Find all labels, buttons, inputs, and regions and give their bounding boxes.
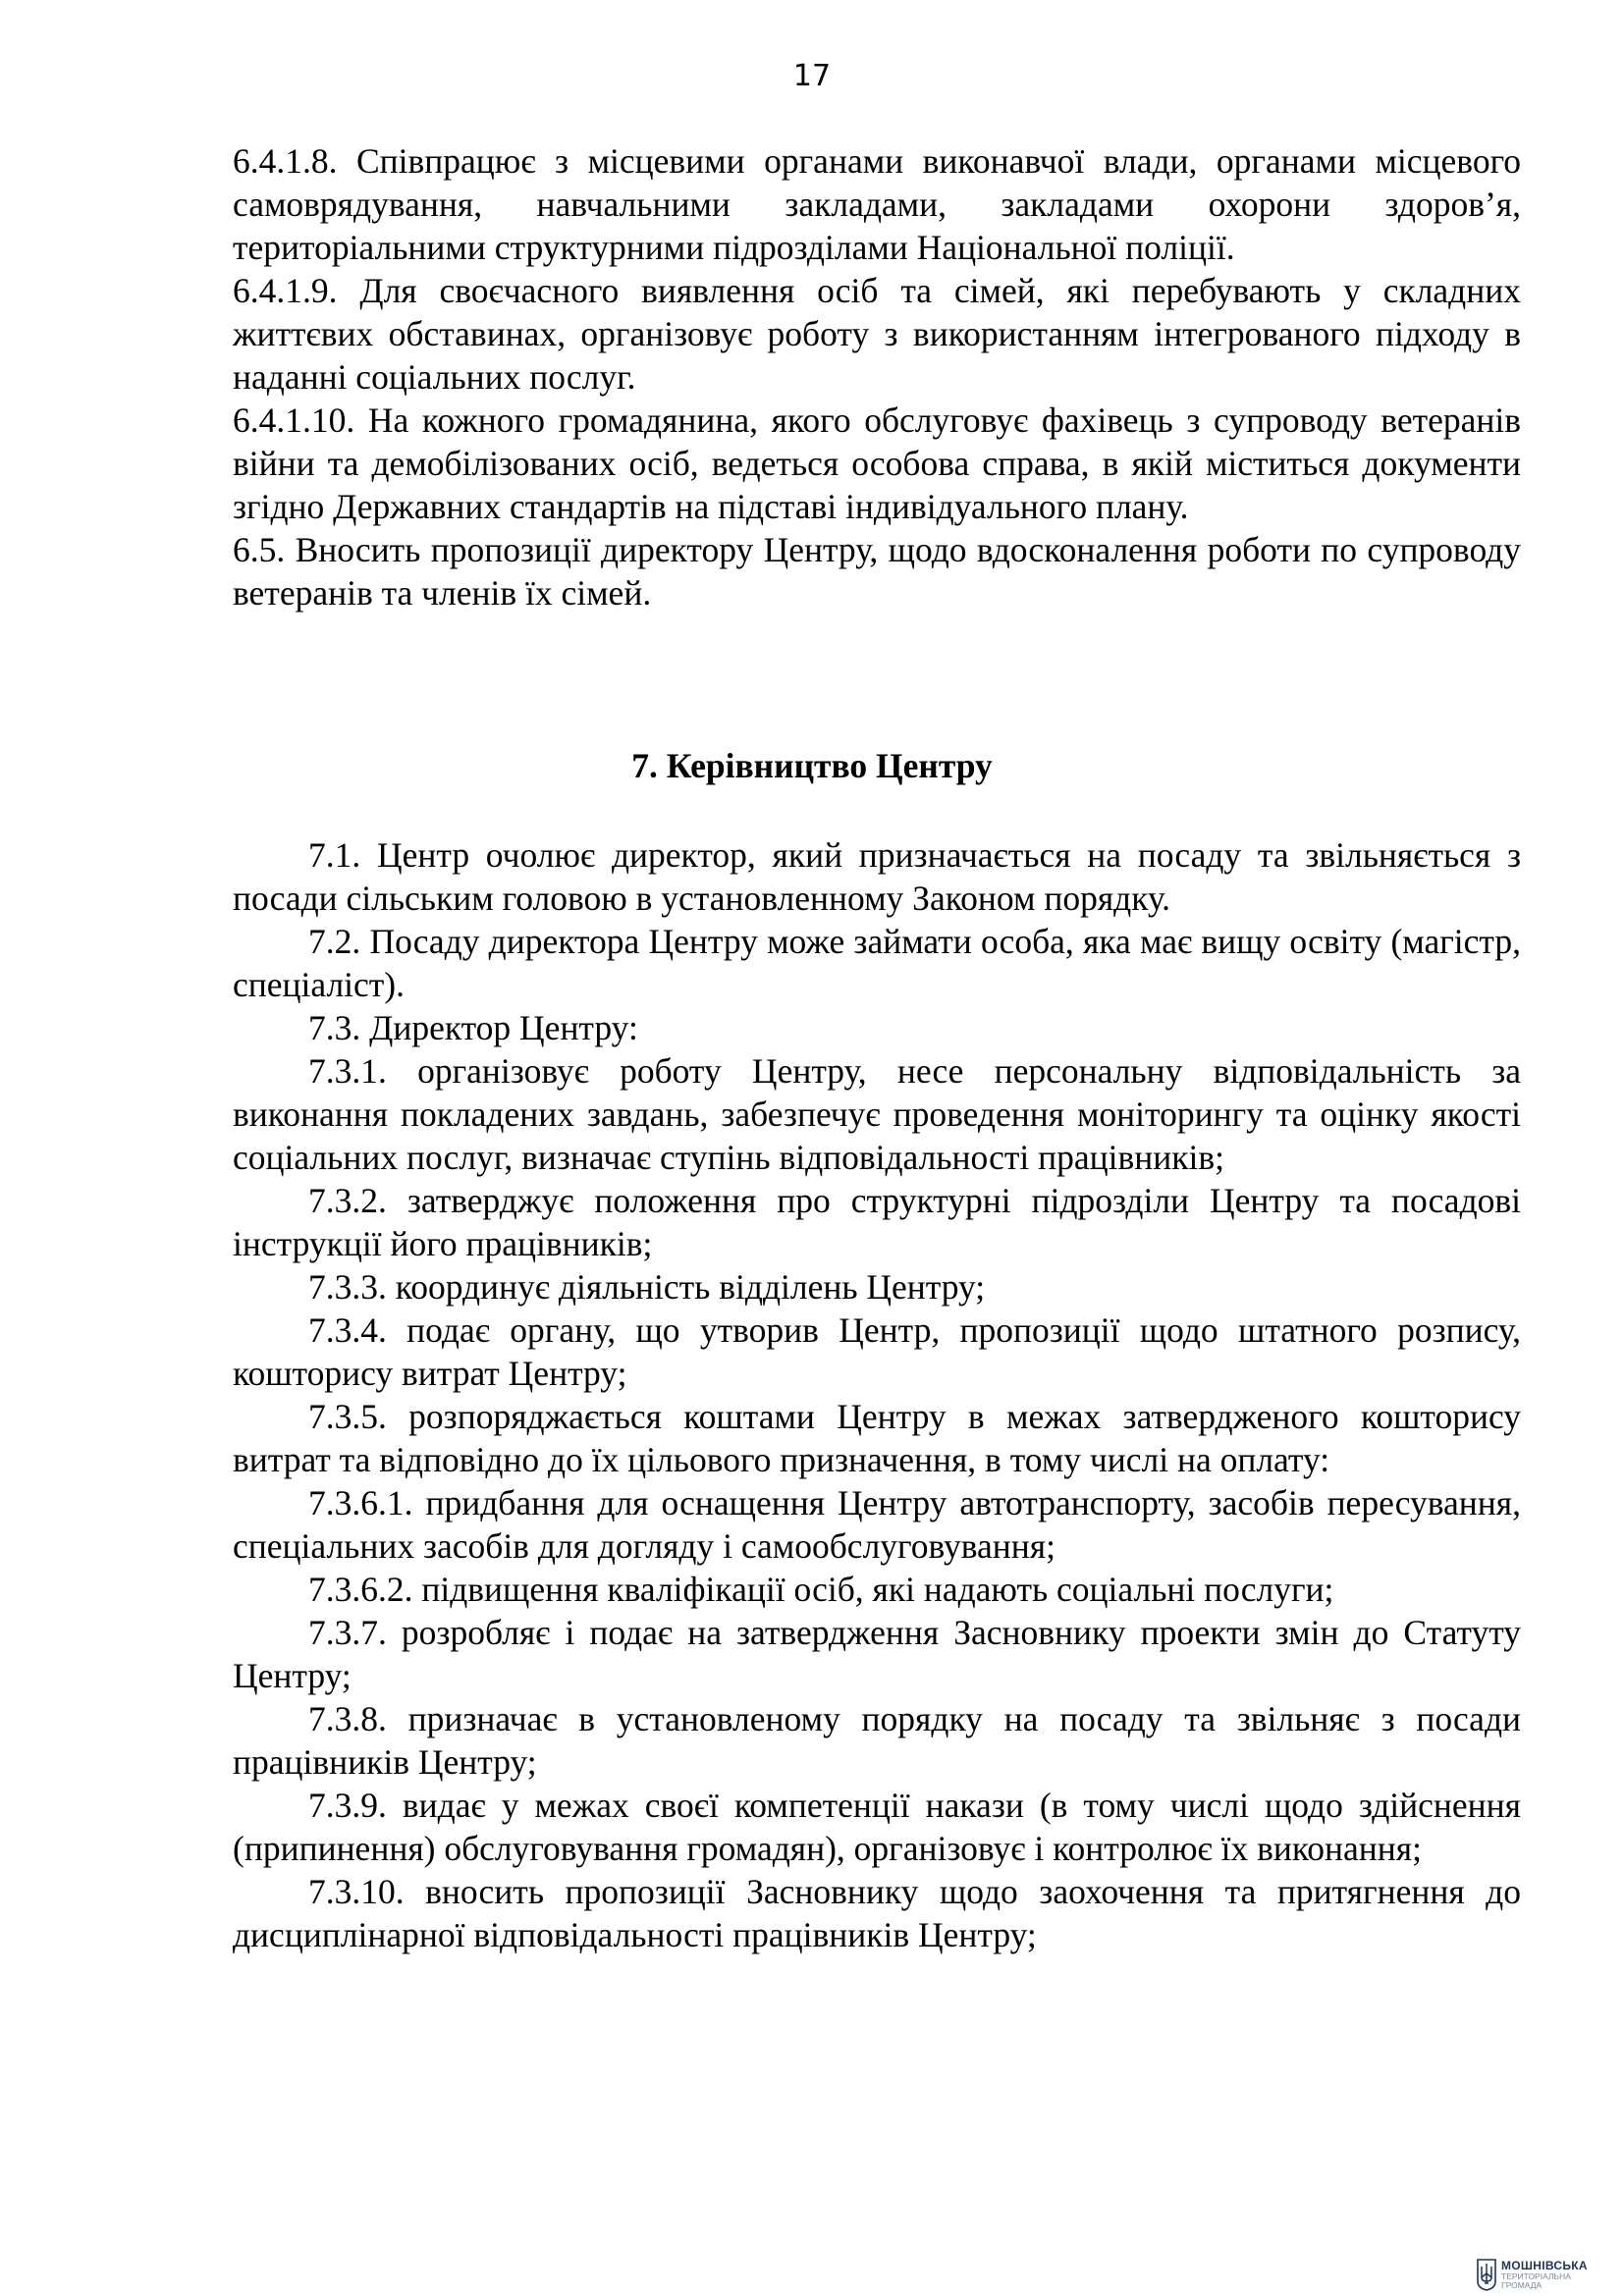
paragraph-6-4-1-9: 6.4.1.9. Для своєчасного виявлення осіб та сімей, які перебувають у складних життєвих обставинах, організовує роботу з використанням інтегрованого підходу в наданні соціальних послуг.	[233, 271, 1521, 397]
paragraph-6-5: 6.5. Вносить пропозиції директору Центру, щодо вдосконалення роботи по супроводу ветеранів та членів їх сімей.	[233, 530, 1521, 613]
paragraph-7-3-6-2: 7.3.6.2. підвищення кваліфікації осіб, які надають соціальні послуги;	[308, 1570, 1334, 1609]
paragraph-7-3-2: 7.3.2. затверджує положення про структурні підрозділи Центру та посадові інструкції його працівників;	[233, 1181, 1521, 1263]
paragraph-7-3-4: 7.3.4. подає органу, що утворив Центр, пропозиції щодо штатного розпису, кошторису витрат Центру;	[233, 1310, 1521, 1393]
paragraph-7-3-5: 7.3.5. розпоряджається коштами Центру в межах затвердженого кошторису витрат та відповідно до їх цільового призначення, в тому числі на оплату:	[233, 1397, 1521, 1479]
community-logo	[1476, 2256, 1588, 2293]
logo-title: МОШНІВСЬКА	[1501, 2258, 1588, 2272]
logo-subtitle-line2: ГРОМАДА	[1501, 2280, 1543, 2290]
paragraph-7-1: 7.1. Центр очолює директор, який призначається на посаду та звільняється з посади сільським головою в установленному Законом порядку.	[233, 835, 1521, 918]
logo-subtitle-line1: ТЕРИТОРІАЛЬНА	[1501, 2270, 1571, 2281]
logo-text	[1501, 2260, 1588, 2290]
paragraph-7-3-8: 7.3.8. призначає в установленому порядку на посаду та звільняє з посади працівників Центру;	[233, 1699, 1521, 1782]
paragraph-7-3-10: 7.3.10. вносить пропозиції Засновнику щодо заохочення та притягнення до дисциплінарної відповідальності працівників Центру;	[233, 1872, 1521, 1954]
trident-emblem-icon	[1476, 2258, 1497, 2291]
paragraph-6-4-1-10: 6.4.1.10. На кожного громадянина, якого обслуговує фахівець з супроводу ветеранів війни та демобілізованих осіб, ведеться особова справа, в якій міститься документи згідно Державних стандартів на підставі індивідуального плану.	[233, 400, 1521, 526]
section-heading: 7. Керівництво Центру	[631, 746, 993, 785]
paragraph-7-3-7: 7.3.7. розробляє і подає на затвердження Засновнику проекти змін до Статуту Центру;	[233, 1613, 1521, 1695]
page-number: 17	[792, 59, 832, 93]
paragraph-6-4-1-8: 6.4.1.8. Співпрацює з місцевими органами виконавчої влади, органами місцевого самоврядування, навчальними закладами, закладами охорони здоров’я, територіальними структурними підрозділами Національної поліції.	[233, 141, 1521, 267]
paragraph-7-3-3: 7.3.3. координує діяльність відділень Центру;	[308, 1267, 986, 1307]
section-7-body	[233, 833, 1521, 1956]
paragraph-7-3-6-1: 7.3.6.1. придбання для оснащення Центру автотранспорту, засобів пересування, спеціальних засобів для догляду і самообслуговування;	[233, 1483, 1521, 1566]
paragraph-7-3-9: 7.3.9. видає у межах своєї компетенції накази (в тому числі щодо здійснення (припинення) обслуговування громадян), організовує і контролює їх виконання;	[233, 1786, 1521, 1868]
paragraph-7-3: 7.3. Директор Центру:	[308, 1008, 638, 1047]
paragraph-7-2: 7.2. Посаду директора Центру може займати особа, яка має вищу освіту (магістр, спеціаліст).	[233, 922, 1521, 1004]
paragraph-7-3-1: 7.3.1. організовує роботу Центру, несе персональну відповідальність за виконання покладених завдань, забезпечує проведення моніторингу та оцінку якості соціальних послуг, визначає ступінь відповідальності працівників;	[233, 1051, 1521, 1177]
section-6-continuation	[233, 139, 1521, 614]
